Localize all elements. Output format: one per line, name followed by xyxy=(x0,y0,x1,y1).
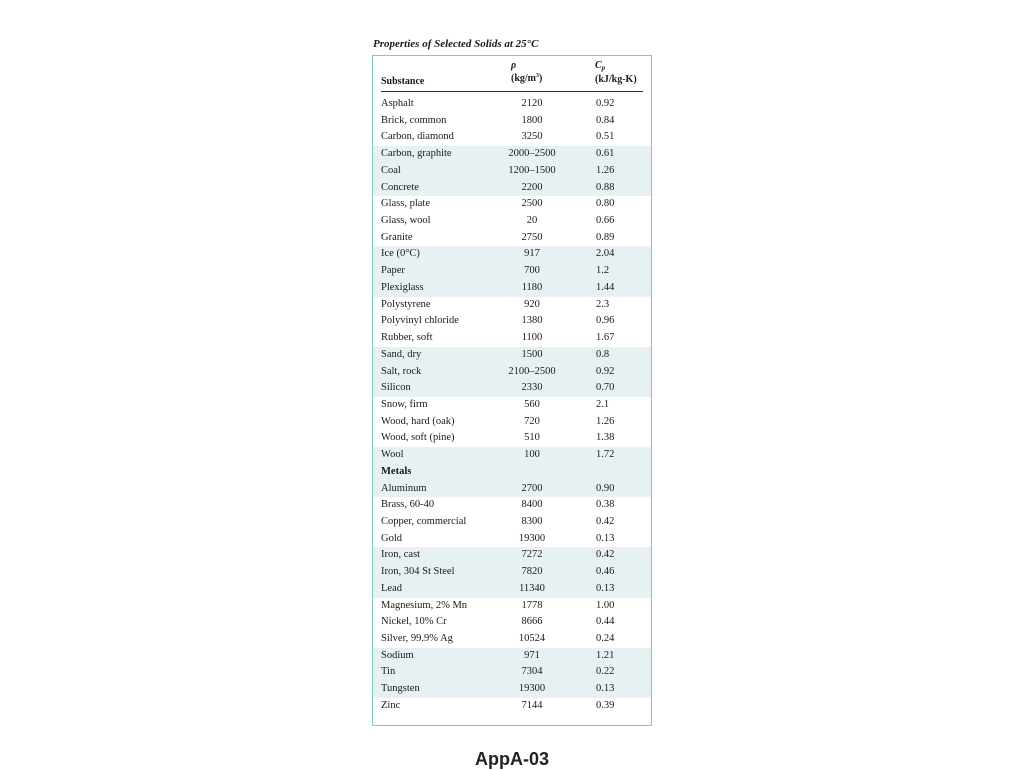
table-row xyxy=(373,648,651,665)
density-cell: 3250 xyxy=(521,131,543,143)
density-cell: 1180 xyxy=(521,281,543,293)
density-cell: 7820 xyxy=(521,566,543,578)
table-title: Properties of Selected Solids at 25°C xyxy=(373,38,539,50)
table-row xyxy=(373,297,651,314)
density-unit-post: ) xyxy=(539,73,543,84)
properties-table xyxy=(372,55,652,726)
specific-heat-cell: 1.21 xyxy=(596,649,615,661)
density-cell: 1200–1500 xyxy=(508,164,556,176)
density-cell: 2200 xyxy=(521,181,543,193)
specific-heat-cell: 1.26 xyxy=(596,164,615,176)
specific-heat-subscript: p xyxy=(601,64,606,72)
column-header-substance: Substance xyxy=(381,76,425,87)
table-row xyxy=(373,447,651,464)
specific-heat-cell: 0.51 xyxy=(596,131,615,143)
substance-cell: Lead xyxy=(381,582,402,594)
density-cell: 2700 xyxy=(521,482,543,494)
density-cell: 971 xyxy=(524,649,540,661)
column-header-density xyxy=(511,60,542,84)
table-row xyxy=(373,397,651,414)
density-cell: 100 xyxy=(524,449,540,461)
specific-heat-cell: 0.42 xyxy=(596,515,615,527)
density-cell: 917 xyxy=(524,248,540,260)
table-row xyxy=(373,681,651,698)
substance-cell: Copper, commercial xyxy=(381,515,467,527)
specific-heat-cell: 0.92 xyxy=(596,98,615,109)
substance-cell: Metals xyxy=(381,465,412,477)
density-cell: 8300 xyxy=(521,515,543,527)
specific-heat-cell: 0.22 xyxy=(596,666,615,678)
substance-cell: Brick, common xyxy=(381,114,447,126)
substance-cell: Carbon, diamond xyxy=(381,131,454,143)
column-header-specific-heat xyxy=(595,60,637,85)
table-row xyxy=(373,497,651,514)
table-row xyxy=(373,347,651,364)
table-row xyxy=(373,514,651,531)
substance-cell: Zinc xyxy=(381,699,401,711)
density-cell: 8666 xyxy=(521,616,543,628)
specific-heat-cell: 1.44 xyxy=(596,281,615,293)
table-row xyxy=(373,547,651,564)
density-cell: 720 xyxy=(524,415,540,427)
substance-cell: Wool xyxy=(381,449,404,461)
specific-heat-cell: 0.96 xyxy=(596,315,615,327)
table-row xyxy=(373,246,651,263)
density-cell: 920 xyxy=(524,298,540,310)
density-cell: 19300 xyxy=(518,683,546,695)
header-rule xyxy=(381,91,643,92)
specific-heat-cell: 1.72 xyxy=(596,449,615,461)
table-row xyxy=(373,364,651,381)
substance-cell: Wood, soft (pine) xyxy=(381,432,455,444)
substance-cell: Polyvinyl chloride xyxy=(381,315,459,327)
substance-cell: Carbon, graphite xyxy=(381,148,452,160)
table-row xyxy=(373,481,651,498)
density-cell: 2750 xyxy=(521,231,543,243)
table-row xyxy=(373,414,651,431)
specific-heat-cell: 0.88 xyxy=(596,181,615,193)
substance-cell: Magnesium, 2% Mn xyxy=(381,599,468,611)
substance-cell: Sand, dry xyxy=(381,348,422,360)
density-cell: 2000–2500 xyxy=(508,148,556,160)
density-cell: 560 xyxy=(524,398,540,410)
density-cell: 1778 xyxy=(521,599,543,611)
table-row xyxy=(373,113,651,130)
substance-cell: Glass, plate xyxy=(381,198,430,210)
density-cell: 700 xyxy=(524,265,540,277)
specific-heat-cell: 1.00 xyxy=(596,599,615,611)
table-row xyxy=(373,180,651,197)
table-row xyxy=(373,664,651,681)
density-cell: 2330 xyxy=(521,382,543,394)
table-row xyxy=(373,129,651,146)
density-cell: 1100 xyxy=(521,332,543,344)
density-cell: 2100–2500 xyxy=(508,365,556,377)
density-cell: 1800 xyxy=(521,114,543,126)
substance-cell: Gold xyxy=(381,532,402,544)
table-row xyxy=(373,213,651,230)
specific-heat-cell: 0.66 xyxy=(596,215,615,227)
table-row xyxy=(373,280,651,297)
specific-heat-cell: 0.42 xyxy=(596,549,615,561)
density-unit-pre: (kg/m xyxy=(511,73,536,84)
table-row xyxy=(373,313,651,330)
substance-cell: Tin xyxy=(381,666,396,678)
specific-heat-cell: 0.13 xyxy=(596,683,615,695)
density-cell: 7304 xyxy=(521,666,543,678)
substance-cell: Wood, hard (oak) xyxy=(381,415,455,427)
substance-cell: Silver, 99.9% Ag xyxy=(381,633,453,644)
specific-heat-cell: 0.84 xyxy=(596,114,615,126)
specific-heat-cell: 2.04 xyxy=(596,248,615,260)
table-row xyxy=(373,263,651,280)
table-row xyxy=(373,531,651,548)
specific-heat-cell: 0.13 xyxy=(596,532,615,544)
specific-heat-cell: 0.44 xyxy=(596,616,615,628)
specific-heat-cell: 1.67 xyxy=(596,332,615,344)
substance-cell: Salt, rock xyxy=(381,365,422,377)
substance-cell: Rubber, soft xyxy=(381,332,433,344)
table-row xyxy=(373,230,651,247)
figure-caption: AppA-03 xyxy=(474,749,549,769)
density-unit-superscript: 3 xyxy=(536,73,539,79)
density-cell: 2120 xyxy=(521,98,543,109)
substance-cell: Concrete xyxy=(381,181,419,193)
specific-heat-cell: 0.70 xyxy=(596,382,615,394)
table-row xyxy=(373,564,651,581)
substance-cell: Silicon xyxy=(381,382,411,394)
density-cell: 1380 xyxy=(521,315,543,327)
table-row xyxy=(373,96,651,113)
density-cell: 10524 xyxy=(518,633,546,644)
density-cell: 2500 xyxy=(521,198,543,210)
table-row xyxy=(373,598,651,615)
specific-heat-unit: (kJ/kg-K) xyxy=(595,74,637,85)
substance-cell: Ice (0°C) xyxy=(381,248,420,260)
density-cell: 8400 xyxy=(521,499,543,511)
table-body xyxy=(373,96,651,715)
density-cell: 510 xyxy=(524,432,540,444)
density-symbol: ρ xyxy=(511,60,517,71)
table-row xyxy=(373,380,651,397)
specific-heat-cell: 0.13 xyxy=(596,582,615,594)
specific-heat-cell: 2.3 xyxy=(596,298,610,310)
substance-cell: Coal xyxy=(381,164,401,176)
specific-heat-cell: 0.46 xyxy=(596,566,615,578)
table-header xyxy=(373,56,651,92)
table-row xyxy=(373,196,651,213)
density-cell: 11340 xyxy=(519,582,545,594)
specific-heat-symbol: C xyxy=(595,60,602,71)
specific-heat-cell: 0.8 xyxy=(596,348,610,360)
substance-cell: Brass, 60-40 xyxy=(381,499,435,511)
substance-cell: Iron, 304 St Steel xyxy=(381,566,455,578)
table-row xyxy=(373,330,651,347)
specific-heat-cell: 0.38 xyxy=(596,499,615,511)
specific-heat-cell: 0.39 xyxy=(596,699,615,711)
specific-heat-cell: 0.92 xyxy=(596,365,615,377)
substance-cell: Asphalt xyxy=(381,98,414,109)
substance-cell: Nickel, 10% Cr xyxy=(381,616,447,628)
table-row xyxy=(373,146,651,163)
specific-heat-cell: 1.2 xyxy=(596,265,610,277)
specific-heat-cell: 0.89 xyxy=(596,231,615,243)
substance-cell: Polystyrene xyxy=(381,298,431,310)
specific-heat-cell: 1.38 xyxy=(596,432,615,444)
table-row xyxy=(373,614,651,631)
density-cell: 19300 xyxy=(518,532,546,544)
substance-cell: Tungsten xyxy=(381,683,420,695)
specific-heat-cell: 0.80 xyxy=(596,198,615,210)
substance-cell: Sodium xyxy=(381,649,414,661)
table-row xyxy=(373,698,651,715)
density-cell: 7272 xyxy=(521,549,543,561)
substance-cell: Plexiglass xyxy=(381,281,424,293)
substance-cell: Aluminum xyxy=(381,482,427,494)
specific-heat-cell: 0.24 xyxy=(596,633,615,644)
specific-heat-cell: 0.61 xyxy=(596,148,615,160)
specific-heat-cell: 2.1 xyxy=(596,398,610,410)
specific-heat-cell: 1.26 xyxy=(596,415,615,427)
substance-cell: Granite xyxy=(381,231,413,243)
density-cell: 1500 xyxy=(521,348,543,360)
table-row xyxy=(373,581,651,598)
substance-cell: Iron, cast xyxy=(381,549,421,561)
section-heading-row xyxy=(373,464,651,481)
density-cell: 20 xyxy=(526,215,538,227)
specific-heat-cell: 0.90 xyxy=(596,482,615,494)
substance-cell: Paper xyxy=(381,265,405,277)
substance-cell: Glass, wool xyxy=(381,215,431,227)
substance-cell: Snow, firm xyxy=(381,398,428,410)
table-row xyxy=(373,631,651,648)
density-cell: 7144 xyxy=(521,699,543,711)
table-row xyxy=(373,163,651,180)
table-row xyxy=(373,430,651,447)
